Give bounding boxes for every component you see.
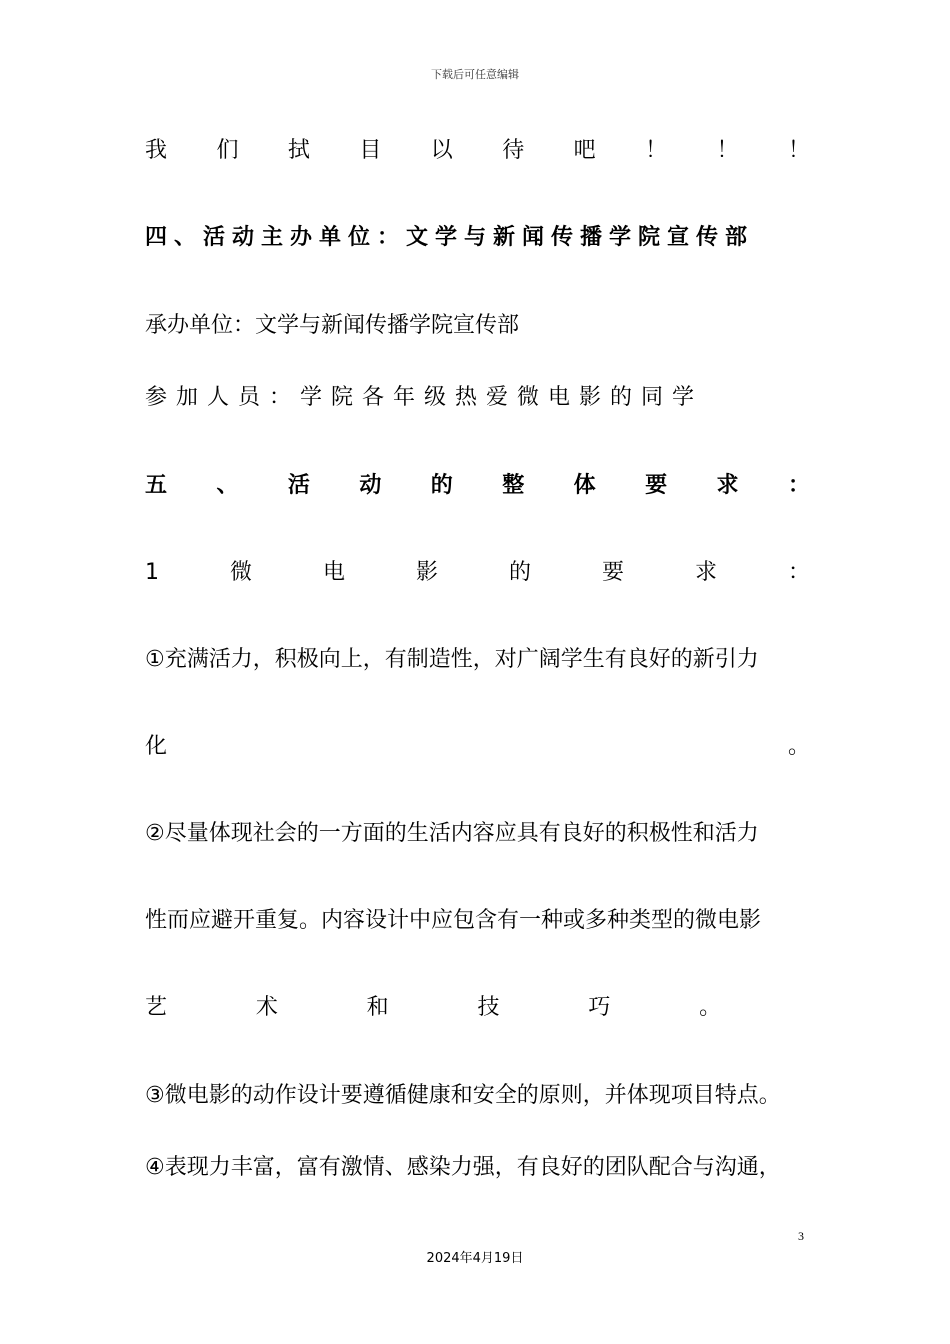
text-line-item-4: ④表现力丰富，富有激情、感染力强，有良好的团队配合与沟通， (145, 1155, 781, 1180)
text-char: 、 (216, 473, 239, 498)
text-char: 技 (477, 995, 500, 1020)
footer-date: 2024年4月19日 (426, 1251, 524, 1266)
text-line-item-1: ①充满活力，积极向上，有制造性，对广阔学生有良好的新引力 (145, 647, 759, 672)
text-char: 微 (229, 560, 252, 585)
text-char: 我 (145, 138, 168, 163)
text-char: 电 (322, 560, 345, 585)
text-line-co-organizer: 承办单位：文学与新闻传播学院宣传部 (145, 313, 520, 338)
text-line-item-2-end (145, 993, 810, 1023)
text-char: 五 (145, 473, 168, 498)
text-char: 的 (508, 560, 531, 585)
text-char: 吧 (573, 138, 596, 163)
text-char: 待 (502, 138, 525, 163)
text-char: 要 (645, 473, 668, 498)
section-heading-requirements (145, 471, 810, 501)
text-char: 。 (787, 734, 810, 759)
text-char: 术 (255, 995, 278, 1020)
subheading-micro-film-requirements (145, 558, 810, 588)
text-char: 1 (145, 560, 159, 585)
text-char: 求 (716, 473, 739, 498)
section-heading-organizer: 四、活动主办单位：文学与新闻传播学院宣传部 (145, 225, 755, 250)
text-char: 求 (694, 560, 717, 585)
text-line-item-2-continued: 性而应避开重复。内容设计中应包含有一种或多种类型的微电影 (145, 908, 762, 933)
text-line-item-2: ②尽量体现社会的一方面的生活内容应具有良好的积极性和活力 (145, 821, 759, 846)
text-char: ： (787, 473, 810, 498)
text-char: 艺 (145, 995, 168, 1020)
text-char: 整 (502, 473, 525, 498)
text-char: 目 (359, 138, 382, 163)
page-header-note: 下载后可任意编辑 (431, 68, 519, 81)
text-char: 。 (699, 995, 722, 1020)
text-char: 以 (430, 138, 453, 163)
text-char: 活 (287, 473, 310, 498)
text-char: 要 (601, 560, 624, 585)
text-char: 化 (145, 734, 168, 759)
text-line-item-1-continued (145, 732, 810, 762)
text-char: ！ (787, 138, 810, 163)
text-char: ！ (645, 138, 668, 163)
text-char: 的 (430, 473, 453, 498)
text-char: 们 (216, 138, 239, 163)
text-char: 拭 (287, 138, 310, 163)
text-char: ！ (716, 138, 739, 163)
text-char: 影 (415, 560, 438, 585)
page-number: 3 (798, 1229, 804, 1243)
text-line-item-3: ③微电影的动作设计要遵循健康和安全的原则，并体现项目特点。 (145, 1083, 781, 1108)
text-line-participants: 参加人员：学院各年级热爱微电影的同学 (145, 385, 704, 410)
text-char: 和 (366, 995, 389, 1020)
text-char: 巧 (588, 995, 611, 1020)
text-char: ： (787, 560, 810, 585)
text-char: 体 (573, 473, 596, 498)
text-char: 动 (359, 473, 382, 498)
text-line-1 (145, 136, 810, 166)
